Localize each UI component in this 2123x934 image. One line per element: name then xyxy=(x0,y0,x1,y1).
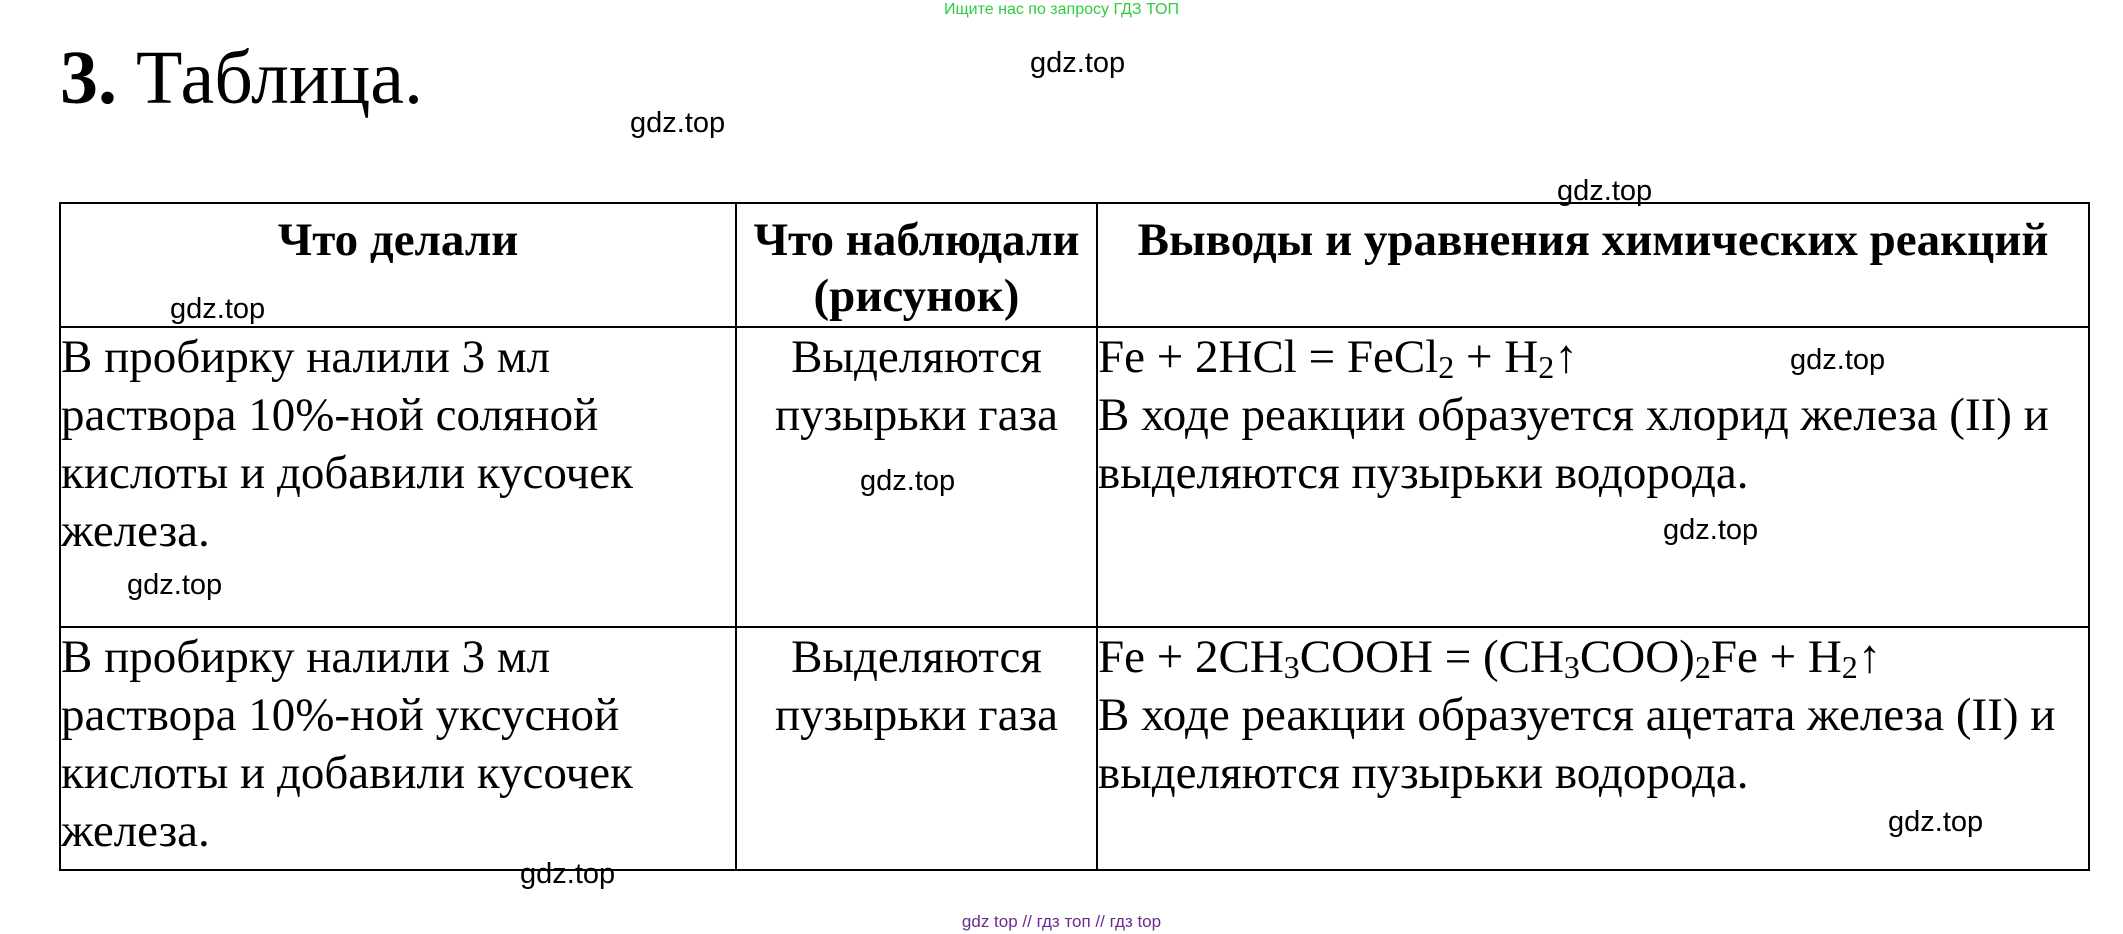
results-table xyxy=(59,202,2090,871)
top-banner: Ищите нас по запросу ГДЗ ТОП xyxy=(944,1,1179,18)
watermark: gdz.top xyxy=(1557,175,1653,207)
conclusion-text: В ходе реакции образуется хлорид железа (II) и выделяются пузырьки водорода. xyxy=(1098,389,2049,499)
table-row xyxy=(60,627,2089,870)
watermark: gdz.top xyxy=(630,107,726,139)
reaction-equation: Fe + 2HCl = FeCl2 + H2↑ xyxy=(1098,331,1578,385)
cell-observed: Выделяются пузырьки газа xyxy=(736,327,1097,627)
watermark: gdz.top xyxy=(520,858,616,890)
watermark: gdz.top xyxy=(1030,47,1126,79)
cell-conclusion xyxy=(1097,327,2089,627)
cell-did: В пробирку налили 3 мл раствора 10%-ной уксусной кислоты и добавили кусочек железа. xyxy=(60,627,736,870)
watermark: gdz.top xyxy=(127,569,223,601)
cell-did: В пробирку налили 3 мл раствора 10%-ной соляной кислоты и добавили кусочек железа. xyxy=(60,327,736,627)
conclusion-text: В ходе реакции образуется ацетата железа (II) и выделяются пузырьки водорода. xyxy=(1098,689,2056,799)
footer-watermark: gdz top // гдз топ // гдз top xyxy=(961,912,1162,931)
watermark: gdz.top xyxy=(1888,806,1984,838)
table-row xyxy=(60,327,2089,627)
heading-title: Таблица. xyxy=(136,36,424,120)
column-header-did: Что делали xyxy=(60,203,736,327)
table-header-row xyxy=(60,203,2089,327)
column-header-observed: Что наблюдали (рисунок) xyxy=(736,203,1097,327)
watermark: gdz.top xyxy=(1790,344,1886,376)
cell-observed: Выделяются пузырьки газа xyxy=(736,627,1097,870)
reaction-equation: Fe + 2CH3COOH = (CH3COO)2Fe + H2↑ xyxy=(1098,631,1882,685)
watermark: gdz.top xyxy=(860,465,956,497)
watermark: gdz.top xyxy=(1663,514,1759,546)
page-heading xyxy=(60,30,423,126)
watermark: gdz.top xyxy=(170,293,266,325)
heading-number: 3. xyxy=(60,36,117,120)
column-header-conclusions: Выводы и уравнения химических реакций xyxy=(1097,203,2089,327)
